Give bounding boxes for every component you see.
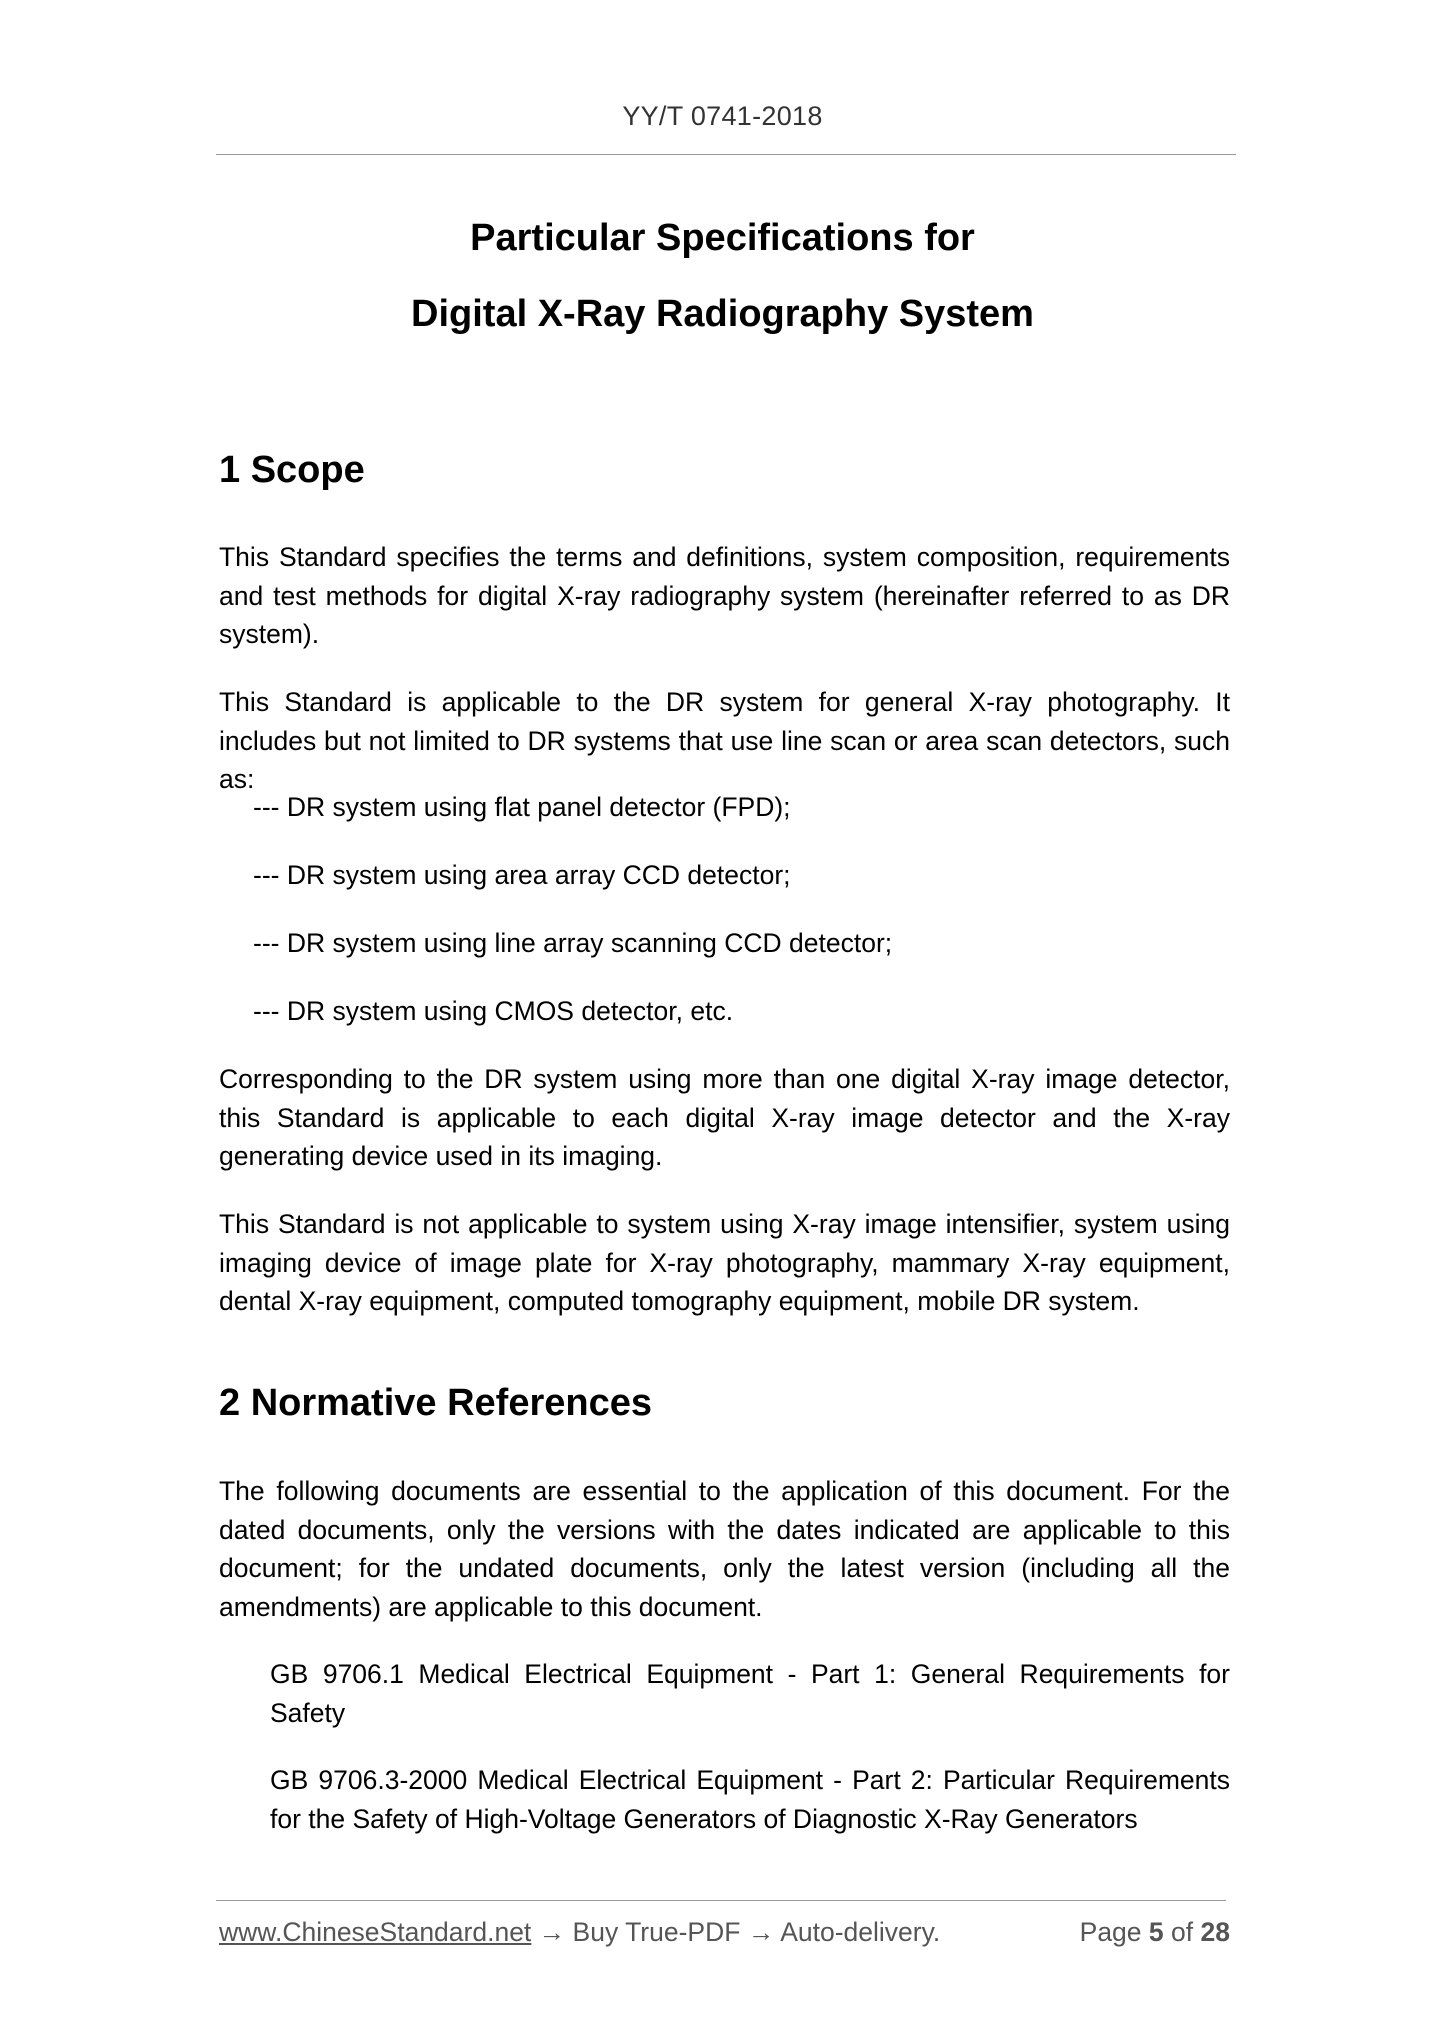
section-2-heading-wrap <box>219 1378 1230 1428</box>
page-total: 28 <box>1200 1917 1230 1947</box>
title-line-2: Digital X-Ray Radiography System <box>411 293 1034 335</box>
arrow-right-icon: → <box>538 1917 566 1947</box>
scope-bullet-2: --- DR system using area array CCD detector; <box>253 860 791 890</box>
reference-item-2: GB 9706.3-2000 Medical Electrical Equipment - Part 2: Particular Requirements for the Safety of High-Voltage Generators of Diagnostic X-Ray Generators <box>270 1765 1230 1834</box>
scope-paragraph-2-wrap <box>219 683 1230 799</box>
footer-divider <box>216 1900 1226 1901</box>
document-title <box>0 200 1445 352</box>
page-current: 5 <box>1148 1917 1164 1947</box>
page-of: of <box>1171 1917 1194 1947</box>
references-paragraph: The following documents are essential to the application of this document. For the dated documents, only the versions with the dates indicated are applicable to this document; for the undated documents, only the latest version (including all the amendments) are applicable to this document. <box>219 1476 1230 1622</box>
scope-bullet-3: --- DR system using line array scanning CCD detector; <box>253 928 893 958</box>
header-divider <box>216 154 1236 155</box>
references-paragraph-wrap <box>219 1472 1230 1626</box>
arrow-right-icon: → <box>747 1917 775 1947</box>
title-line-1: Particular Specifications for <box>470 217 975 259</box>
scope-paragraph-3-wrap <box>219 1060 1230 1176</box>
scope-paragraph-1: This Standard specifies the terms and definitions, system composition, requirements and test methods for digital X-ray radiography system (hereinafter referred to as DR system). <box>219 542 1230 649</box>
page-number <box>1080 1917 1230 1948</box>
buy-true-pdf-text: Buy True-PDF <box>572 1917 741 1947</box>
footer-promo <box>219 1917 940 1948</box>
section-2-heading: 2 Normative References <box>219 1382 652 1424</box>
section-1-heading: 1 Scope <box>219 449 365 491</box>
reference-item-1: GB 9706.1 Medical Electrical Equipment - Part 1: General Requirements for Safety <box>270 1659 1230 1728</box>
scope-bullet-4: --- DR system using CMOS detector, etc. <box>253 996 734 1026</box>
scope-bullet-1: --- DR system using flat panel detector (FPD); <box>253 792 791 822</box>
section-1-heading-wrap <box>219 445 1230 495</box>
scope-paragraph-4: This Standard is not applicable to system using X-ray image intensifier, system using imaging device of image plate for X-ray photography, mammary X-ray equipment, dental X-ray equipment, computed tomography equipment, mobile DR system. <box>219 1209 1230 1316</box>
scope-paragraph-2: This Standard is applicable to the DR system for general X-ray photography. It includes but not limited to DR systems that use line scan or area scan detectors, such as: <box>219 687 1230 794</box>
scope-paragraph-3: Corresponding to the DR system using more than one digital X-ray image detector, this Standard is applicable to each digital X-ray image detector and the X-ray generating device used in its imaging. <box>219 1064 1230 1171</box>
page-label: Page <box>1079 1917 1142 1947</box>
page-header: YY/T 0741-2018 <box>622 101 823 131</box>
auto-delivery-text: Auto-delivery. <box>780 1917 941 1947</box>
scope-paragraph-1-wrap <box>219 538 1230 654</box>
scope-paragraph-4-wrap <box>219 1205 1230 1321</box>
website-link[interactable]: www.ChineseStandard.net <box>219 1917 532 1947</box>
